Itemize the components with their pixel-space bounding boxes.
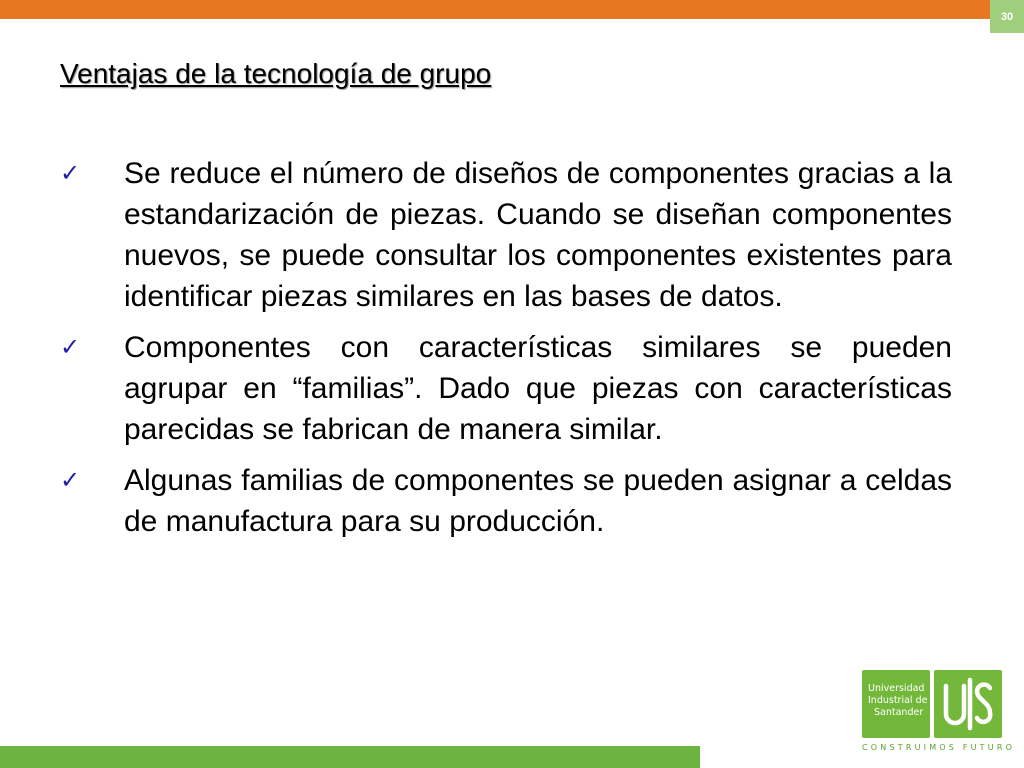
- bottom-accent-bar: [0, 746, 700, 768]
- bullet-text: Componentes con características similares se pueden agrupar en “familias”. Dado que piezas con características parecidas se fabrican de manera similar.: [124, 331, 952, 446]
- uis-emblem-svg: [934, 670, 1002, 738]
- uis-emblem-icon: [934, 670, 1002, 738]
- logo-tagline: CONSTRUIMOS FUTURO: [862, 743, 1016, 752]
- logo-name-line1: Universidad: [868, 683, 925, 694]
- bullet-item: [60, 460, 952, 542]
- logo-name-line2: Industrial de: [868, 695, 928, 706]
- bullet-list: [60, 153, 952, 552]
- bullet-item: [60, 153, 952, 317]
- logo-name-box: [862, 670, 930, 738]
- bullet-item: [60, 327, 952, 450]
- top-accent-bar: [0, 0, 1024, 19]
- logo-name-line3: Santander: [874, 707, 924, 718]
- logo-name: [868, 683, 927, 719]
- checkmark-icon: ✓: [60, 159, 81, 187]
- bullet-text: Se reduce el número de diseños de componentes gracias a la estandarización de piezas. Cuando se diseñan componentes nuevos, se puede consultar los componentes existentes para identificar piezas similares en las bases de datos.: [124, 157, 952, 313]
- slide-title: Ventajas de la tecnología de grupo: [60, 58, 492, 89]
- page-number-badge: [990, 0, 1024, 33]
- checkmark-icon: ✓: [60, 466, 81, 494]
- university-logo: [862, 670, 1016, 752]
- bullet-text: Algunas familias de componentes se pueden asignar a celdas de manufactura para su producción.: [124, 464, 952, 538]
- page-number: 30: [1000, 10, 1014, 23]
- checkmark-icon: ✓: [60, 333, 81, 361]
